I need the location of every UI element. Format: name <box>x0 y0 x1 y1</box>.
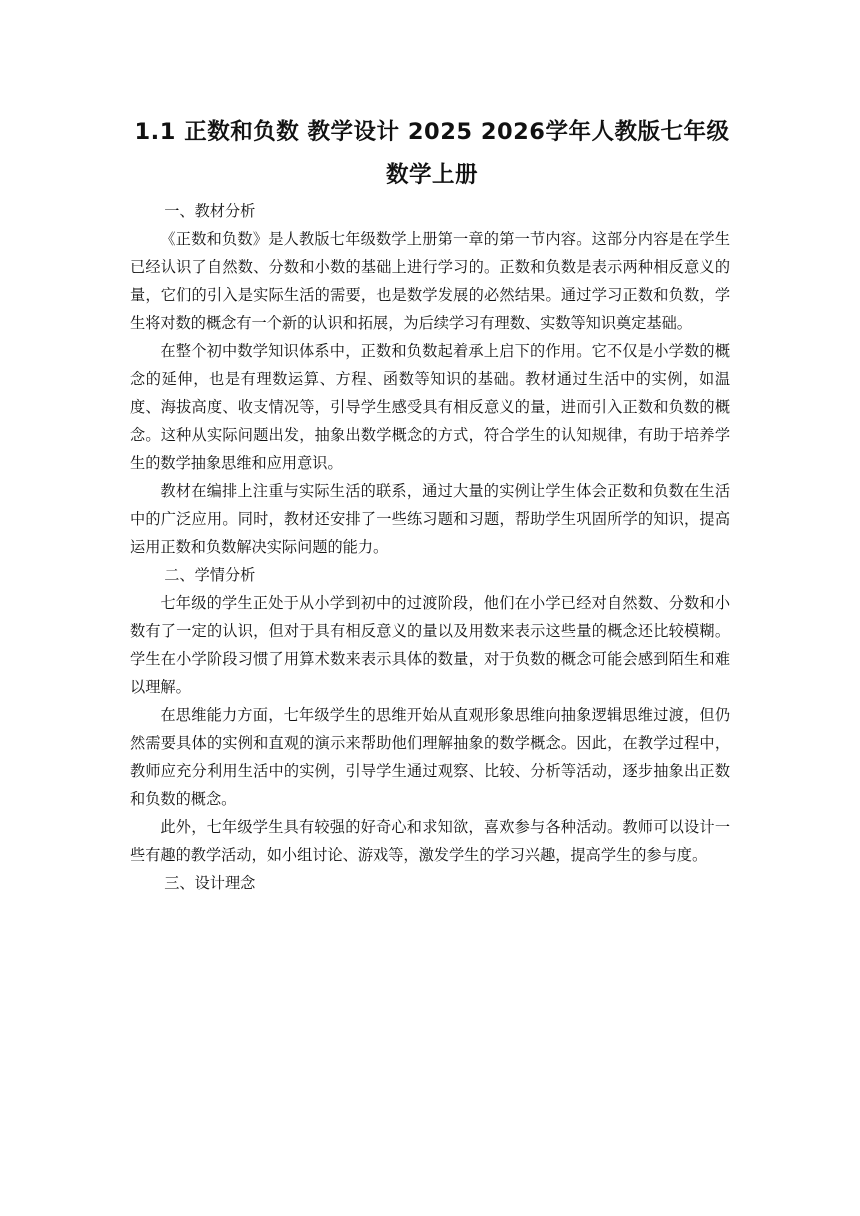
body-paragraph: 《正数和负数》是人教版七年级数学上册第一章的第一节内容。这部分内容是在学生已经认识了自然数、分数和小数的基础上进行学习的。正数和负数是表示两种相反意义的量，它们的引入是实际生活的需要，也是数学发展的必然结果。通过学习正数和负数，学生将对数的概念有一个新的认识和拓展，为后续学习有理数、实数等知识奠定基础。 <box>130 230 730 332</box>
document-body <box>130 197 730 897</box>
body-paragraph: 教材在编排上注重与实际生活的联系，通过大量的实例让学生体会正数和负数在生活中的广泛应用。同时，教材还安排了一些练习题和习题，帮助学生巩固所学的知识，提高运用正数和负数解决实际问题的能力。 <box>130 482 730 556</box>
body-paragraph: 此外，七年级学生具有较强的好奇心和求知欲，喜欢参与各种活动。教师可以设计一些有趣的教学活动，如小组讨论、游戏等，激发学生的学习兴趣，提高学生的参与度。 <box>130 818 730 864</box>
body-paragraph: 在思维能力方面，七年级学生的思维开始从直观形象思维向抽象逻辑思维过渡，但仍然需要具体的实例和直观的演示来帮助他们理解抽象的数学概念。因此，在教学过程中，教师应充分利用生活中的实例，引导学生通过观察、比较、分析等活动，逐步抽象出正数和负数的概念。 <box>130 706 730 808</box>
document-title-line-2: 数学上册 <box>385 162 478 188</box>
document-title-line-1: 1.1 正数和负数 教学设计 2025 2026学年人教版七年级 <box>134 119 730 145</box>
section-heading-student-analysis: 二、学情分析 <box>164 566 256 584</box>
section-heading-textbook-analysis: 一、教材分析 <box>164 202 256 220</box>
body-paragraph: 在整个初中数学知识体系中，正数和负数起着承上启下的作用。它不仅是小学数的概念的延伸，也是有理数运算、方程、函数等知识的基础。教材通过生活中的实例，如温度、海拔高度、收支情况等，引导学生感受具有相反意义的量，进而引入正数和负数的概念。这种从实际问题出发，抽象出数学概念的方式，符合学生的认知规律，有助于培养学生的数学抽象思维和应用意识。 <box>130 342 730 472</box>
body-paragraph: 七年级的学生正处于从小学到初中的过渡阶段，他们在小学已经对自然数、分数和小数有了一定的认识，但对于具有相反意义的量以及用数来表示这些量的概念还比较模糊。学生在小学阶段习惯了用算术数来表示具体的数量，对于负数的概念可能会感到陌生和难以理解。 <box>130 594 730 696</box>
section-heading-design-concept: 三、设计理念 <box>164 874 256 892</box>
